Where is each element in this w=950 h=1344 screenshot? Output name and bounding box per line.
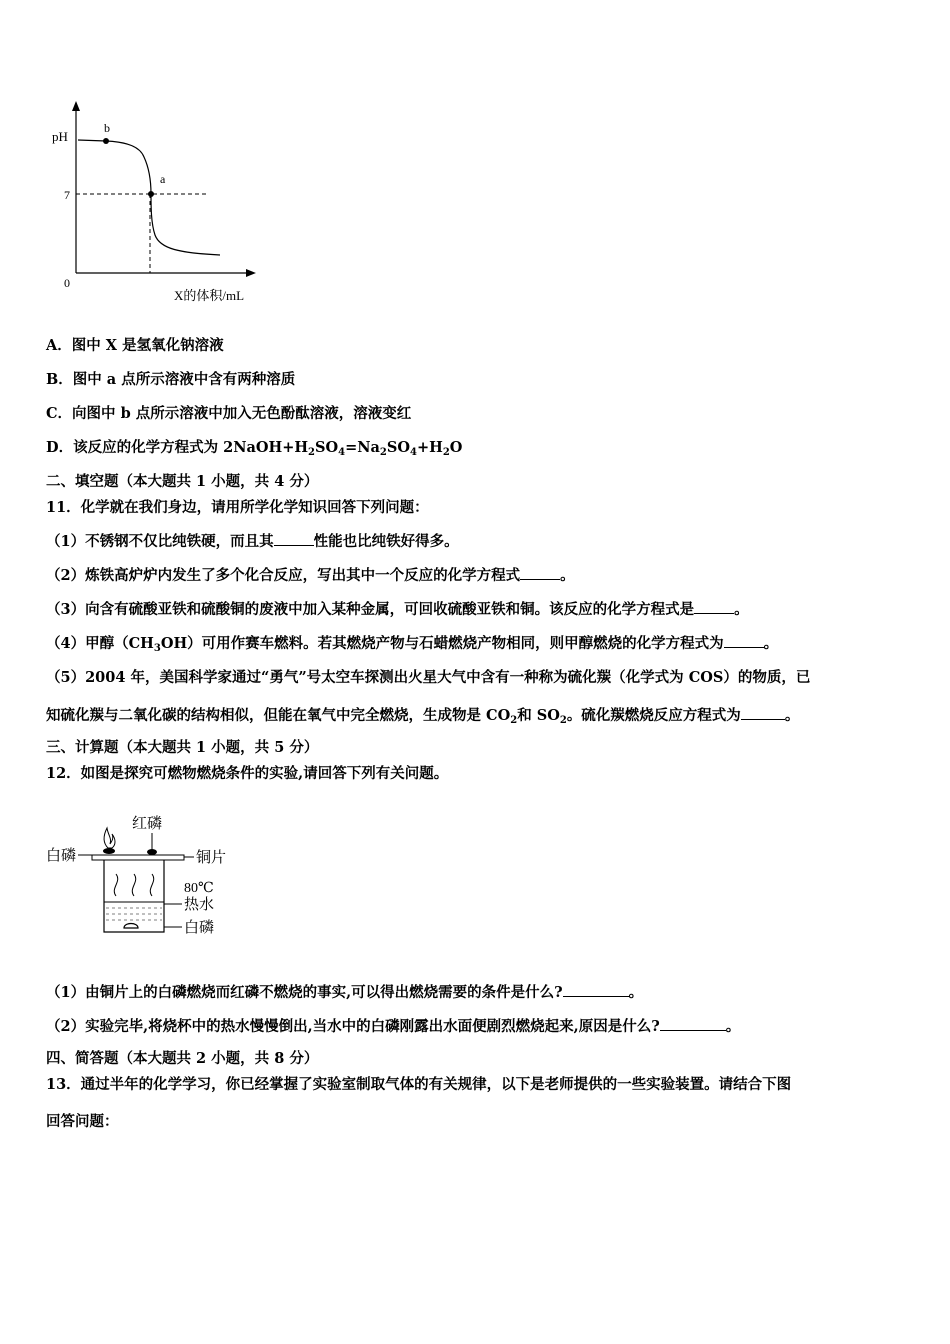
q11-part5-end: 。 (784, 707, 800, 724)
answer-blank[interactable] (563, 982, 629, 997)
q11-part5-line1: （5）2004 年，美国科学家通过“勇气”号太空车探测出火星大气中含有一种称为硫化羰（化学式为 COS）的物质，已 (46, 669, 811, 686)
q12-part2 (46, 1016, 740, 1037)
option-d-part: SO (386, 439, 410, 456)
q11-part4-end: 。 (763, 635, 779, 652)
answer-blank[interactable] (274, 531, 314, 546)
steam-icon (114, 874, 153, 896)
option-b: B．图中 a 点所示溶液中含有两种溶质 (46, 371, 296, 388)
q11-part5-line2 (46, 705, 799, 731)
white-phosphorus-top (103, 848, 115, 854)
sub: 4 (409, 447, 417, 458)
section3-heading: 三、计算题（本大题共 1 小题，共 5 分） (46, 739, 319, 756)
point-a-label: a (160, 172, 166, 186)
white-phosphorus-top-label: 白磷 (46, 848, 77, 864)
option-d-part: =Na (345, 439, 380, 456)
sub: 3 (153, 643, 161, 654)
option-d (46, 438, 462, 463)
q11-part2 (46, 565, 575, 586)
point-b-marker (103, 138, 109, 144)
q12-part1-end: 。 (628, 984, 644, 1001)
x-axis-label: X的体积/mL (174, 288, 245, 303)
q11-part3-text: （3）向含有硫酸亚铁和硫酸铜的废液中加入某种金属，可回收硫酸亚铁和铜。该反应的化学方程式是 (46, 601, 695, 618)
q12-part1-text: （1）由铜片上的白磷燃烧而红磷不燃烧的事实,可以得出燃烧需要的条件是什么? (46, 984, 563, 1001)
point-a-marker (148, 191, 154, 197)
q11-part3 (46, 599, 749, 620)
sub: 2 (559, 715, 567, 726)
q11-part1 (46, 531, 459, 552)
hot-water-label: 热水 (184, 897, 215, 913)
option-d-part: +H (416, 439, 443, 456)
y-axis-arrow (72, 101, 80, 111)
origin-label: 0 (64, 276, 70, 290)
question-13-line1: 13．通过半年的化学学习，你已经掌握了实验室制取气体的有关规律，以下是老师提供的一些实验装置。请结合下图 (46, 1076, 792, 1093)
answer-blank[interactable] (724, 633, 764, 648)
q12-part1 (46, 982, 643, 1003)
y-axis-label: pH (52, 129, 68, 144)
answer-blank[interactable] (741, 705, 785, 720)
q11-part2-text: （2）炼铁高炉炉内发生了多个化合反应，写出其中一个反应的化学方程式 (46, 567, 521, 584)
q11-part4-text: （4）甲醇（CH (46, 635, 154, 652)
question-13-line2: 回答问题： (46, 1113, 119, 1130)
q12-part2-end: 。 (725, 1018, 741, 1035)
q11-part1-text: （1）不锈钢不仅比纯铁硬，而且其 (46, 533, 274, 550)
sub: 2 (379, 447, 387, 458)
q11-part5-text3: 。硫化羰燃烧反应方程式为 (566, 707, 741, 724)
ph-curve (78, 140, 220, 255)
answer-blank[interactable] (520, 565, 560, 580)
option-d-part: O (449, 439, 463, 456)
q11-part4 (46, 633, 778, 659)
q11-part3-end: 。 (734, 601, 749, 618)
copper-label: 铜片 (196, 850, 227, 866)
red-phosphorus (147, 849, 157, 855)
sub: 2 (308, 447, 316, 458)
q11-part5-text: 知硫化羰与二氧化碳的结构相似，但能在氧气中完全燃烧，生成物是 CO (46, 707, 511, 724)
option-d-part: SO (315, 439, 339, 456)
section2-heading: 二、填空题（本大题共 1 小题，共 4 分） (46, 473, 319, 490)
point-b-label: b (104, 121, 110, 135)
y-tick-7: 7 (64, 188, 70, 202)
q11-part2-end: 。 (560, 567, 575, 584)
question-12: 12．如图是探究可燃物燃烧条件的实验,请回答下列有关问题。 (46, 765, 449, 782)
answer-blank[interactable] (660, 1016, 726, 1031)
x-axis-arrow (246, 269, 256, 277)
sub: 2 (442, 447, 450, 458)
red-phosphorus-label: 红磷 (132, 816, 163, 832)
white-phosphorus-bottom (124, 924, 138, 929)
option-c: C．向图中 b 点所示溶液中加入无色酚酞溶液，溶液变红 (46, 405, 412, 422)
q11-part4-text2: OH）可用作赛车燃料。若其燃烧产物与石蜡燃烧产物相同，则甲醇燃烧的化学方程式为 (160, 635, 724, 652)
option-d-text: D．该反应的化学方程式为 2NaOH+H (46, 439, 309, 456)
combustion-experiment-figure (44, 808, 244, 943)
q12-part2-text: （2）实验完毕,将烧杯中的热水慢慢倒出,当水中的白磷刚露出水面便剧烈燃烧起来,原因是什么? (46, 1018, 660, 1035)
q11-part1-text-end: 性能也比纯铁好得多。 (313, 533, 459, 550)
sub: 4 (338, 447, 346, 458)
section4-heading: 四、简答题（本大题共 2 小题，共 8 分） (46, 1050, 319, 1067)
sub: 2 (510, 715, 518, 726)
answer-blank[interactable] (694, 599, 734, 614)
q11-part5-text2: 和 SO (517, 707, 560, 724)
option-a: A．图中 X 是氢氧化钠溶液 (46, 337, 224, 354)
temperature-label: 80℃ (184, 881, 214, 896)
white-phosphorus-bottom-label: 白磷 (184, 920, 215, 936)
copper-sheet (92, 855, 184, 860)
question-11: 11．化学就在我们身边，请用所学化学知识回答下列问题： (46, 499, 429, 516)
ph-titration-graph (40, 95, 280, 310)
flame-icon (104, 828, 115, 848)
